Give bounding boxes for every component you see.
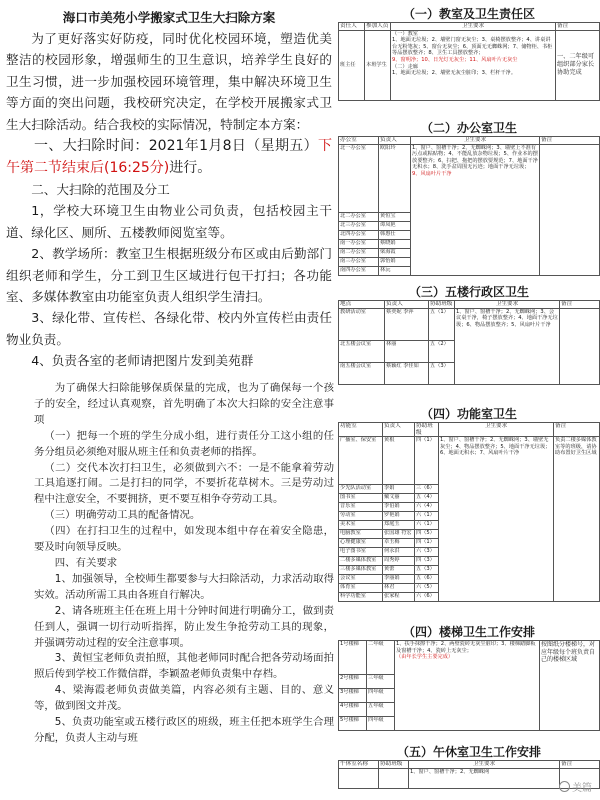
section-2-item-1: 1，学校大环境卫生由物业公司负责，包括校园主干道、绿化区、厕所、五楼教师阅览室等。	[6, 203, 332, 240]
table-cell: 六（3）	[415, 548, 439, 557]
table-header: 地点	[339, 301, 385, 309]
table-cell: 北一办公室	[339, 144, 379, 212]
table-cell: 张国雄 符宏	[383, 530, 415, 539]
req-text: 1、扶手抹擦干净；2、两壁瓷砖无灰尘脏印；3、楼梯踏脚板及窗槽干净；4、瓷砖上无灰尘；	[396, 641, 536, 654]
table-cell: 四（5）	[415, 530, 439, 539]
table-cell: 三（6）	[415, 485, 439, 494]
section-3-item-3: （三）明确劳动工具的配备情况。	[44, 509, 201, 522]
table-header: 备注	[554, 423, 600, 437]
section-3-intro: 为了确保大扫除能够保质保量的完成，也为了确保每一个孩子的安全，经过认真观察，首先明确了本次大扫除的安全注意事项	[34, 382, 334, 426]
table-cell: 谭凤艳	[379, 221, 411, 230]
stairs-section	[338, 624, 600, 731]
table-cell: 北三办公室	[339, 221, 379, 230]
table-cell: 电子图书室	[339, 548, 383, 557]
table-cell: 六（1）	[415, 512, 439, 521]
table-cell: 戴文丽	[383, 494, 415, 503]
table-cell: 李伯娟	[383, 503, 415, 512]
req-text-red: 9、窗明净；10、日光灯无灰尘；11、风扇叶片无灰尘	[392, 56, 518, 63]
section-2-head: 二、大扫除的范围及分工	[31, 182, 170, 198]
table-header: 负责人	[379, 137, 411, 145]
nap-room-table-title: （五）午休室卫生工作安排	[396, 745, 541, 759]
classroom-table	[338, 22, 600, 101]
section-1-time-red: 下午第二节结束后(16:25分)	[6, 138, 332, 177]
table-cell: 1号楼梯	[339, 641, 367, 675]
table-cell: 六（5）	[415, 584, 439, 593]
table-cell: 音乐室	[339, 503, 383, 512]
table-cell: 蔡奕妮 李萍	[385, 308, 429, 340]
table-cell: 郭怡娟	[379, 257, 411, 266]
section-2-item-3: 3、绿化带、宣传栏、各绿化带、校内外宣传栏由责任物业负责。	[6, 310, 332, 347]
table-cell: 少先队活动室	[339, 485, 383, 494]
req-title: （二）走廊	[392, 63, 418, 70]
req-text: 1、地面无垃圾；2、墙壁门窗无灰尘；3、桌椅摆放整齐；4、讲桌讲台无粉笔灰；5、窗台无灰尘；6、顶面无无蜘蛛网；7、储物柜、书柜等品摆放整齐；8、卫生工具摆放整齐；	[392, 37, 553, 57]
table-cell: 林君	[383, 584, 415, 593]
function-room-table-title: （四）功能室卫生	[420, 407, 517, 421]
table-cell: 心理健康室	[339, 539, 383, 548]
table-cell: 林丽	[385, 340, 429, 362]
section-4-item-5: 5、负责功能室或五楼行政区的班级，班主任把本班学生合理分配，负责人主动与班	[34, 716, 334, 744]
table-cell: 体育室	[339, 584, 383, 593]
table-cell: 五（3）	[429, 362, 455, 384]
req-text-red: （由年长学生主要完成）	[396, 654, 454, 661]
req-title: （一）教室	[392, 30, 418, 37]
table-cell: 欧阳玲	[379, 144, 411, 212]
function-room-section	[338, 406, 600, 602]
table-cell: 郑庭玉	[383, 521, 415, 530]
table-header: 卫生要求	[409, 761, 560, 769]
table-cell: 1、窗户、窗槽干净；2、无蜘蛛网；3、会议桌干净，椅子摆放整齐；4、地面干净无垃圾；6、物品摆放整齐；5、风扇叶片干净	[455, 308, 560, 384]
section-4-item-4: 4、梁海霞老师负责做美篇，内容必须有主题、目的、意义等，做到图文并茂。	[34, 684, 334, 713]
admin-table-title: （三）五楼行政区卫生	[408, 285, 529, 299]
section-3-item-4: （四）在打扫卫生的过程中，如发现本组中存在着安全隐患，要及时向领导反映。	[34, 525, 334, 554]
stairs-table	[338, 640, 600, 731]
table-cell	[411, 144, 540, 275]
section-4-item-1: 1、加强领导，全校师生都要参与大扫除活动，力求活动取得实效。活动所需工具由各班自行解决。	[34, 572, 334, 601]
table-cell: 5号楼梯	[339, 717, 367, 731]
table-header: 卫生要求	[391, 23, 556, 31]
table-cell: 教研活动室	[339, 308, 385, 340]
table-cell: 韩惠仕	[379, 230, 411, 239]
table-cell	[395, 641, 540, 731]
table-cell: 负责二楼多媒体教室等的班级，请协助布置好卫生区域	[554, 437, 600, 602]
table-cell: 二年级	[367, 641, 395, 675]
table-cell: 四（3）	[415, 557, 439, 566]
table-cell: 劳动室	[339, 512, 383, 521]
intro-paragraph: 为了更好落实好防疫，同时优化校园环境，塑造优美整洁的校园形象，增强师生的卫生意识，培养学生良好的卫生习惯，进一步加强校园环境管理，集中解决环境卫生等方面的突出问题，我校研究决定，在学校开展搬家式卫生大扫除活动。结合我校的实际情况，特制定本方案：	[6, 31, 332, 132]
table-cell: 本班学生	[365, 30, 391, 100]
table-header: 卫生要求	[411, 137, 540, 145]
table-cell	[379, 768, 409, 788]
table-cell: 五（3）	[415, 566, 439, 575]
table-cell	[339, 768, 379, 788]
table-header: 备注	[560, 301, 600, 309]
table-cell	[540, 144, 600, 275]
function-room-table	[338, 422, 600, 602]
table-cell: 南四办公室	[339, 266, 379, 275]
doc-title: 海口市美苑小学搬家式卫生大扫除方案	[62, 10, 276, 25]
section-1-head: 一、大扫除时间：2021年1月8日（星期五）	[34, 138, 318, 155]
table-cell	[560, 308, 600, 384]
watermark-text: 美篇	[572, 783, 592, 794]
table-cell: 北五楼会议室	[339, 340, 385, 362]
table-cell: 黄恒宝	[379, 212, 411, 221]
meipian-logo-icon	[559, 781, 570, 792]
table-cell: 罗艳娟	[383, 512, 415, 521]
section-2-item-4: 4、负责各室的老师请把图片发到美苑群	[31, 353, 254, 369]
table-header: 协助班级	[379, 761, 409, 769]
table-cell: 李娟	[383, 485, 415, 494]
table-cell: 会议室	[339, 575, 383, 584]
table-header: 卫生要求	[455, 301, 560, 309]
table-cell: 五（2）	[429, 340, 455, 362]
table-cell: 2号楼梯	[339, 675, 367, 689]
req-text: 1、窗户、窗槽干净；2、无蜘蛛网；3、墙壁上不准有污点或粘贴物；4、不能乱放杂物垃圾；5、作业本的摆放要整齐；6、扫把、拖把的摆放要规范；7、地面干净无积水；8、洗手盆周围无污迹；地面干净无垃圾；	[412, 144, 538, 171]
table-cell: 北四办公室	[339, 230, 379, 239]
table-header: 办公室	[339, 137, 379, 145]
table-cell: 四年级	[367, 717, 395, 731]
section-2-item-2: 2、教学场所：教室卫生根据班级分布区或由后勤部门组织老师和学生，分工到卫生区域进行包干打扫；各功能室、多媒体教室由功能室负责人组织学生清扫。	[6, 246, 332, 305]
watermark	[559, 779, 592, 794]
table-header: 备注	[556, 23, 600, 31]
table-cell: 黄蕾	[383, 566, 415, 575]
section-3-item-2: （二）交代本次打扫卫生，必须做到六不：一是不能拿着劳动工具追逐打闹。二是打扫的同学，不要折花草树木。三是劳动过程中注意安全，不要拥挤，更不要互相争夺劳动工具。	[34, 461, 334, 506]
table-header: 卫生要求	[439, 423, 554, 437]
table-header: 参加人员	[365, 23, 391, 31]
section-4-head: 四、有关要求	[54, 556, 118, 569]
table-cell: 1、窗户、窗槽干净；2、无蜘蛛网；3、墙壁无灰尘；4、物品摆放整齐；5、地面干净无垃圾；6、地面无积水；7、风扇叶片干净	[439, 437, 554, 602]
table-header: 协助班级	[429, 301, 455, 309]
table-cell: 六（4）	[415, 503, 439, 512]
right-column	[338, 0, 600, 800]
req-text: 1、地面无垃圾；2、墙壁无灰尘脏印；3、栏杆干净。	[392, 70, 517, 77]
table-cell: 二楼多媒体教室	[339, 557, 383, 566]
table-header: 负责人	[385, 301, 429, 309]
table-cell: 一、二年级可组织部分家长协助完成	[556, 30, 600, 100]
classroom-section	[338, 6, 600, 101]
table-cell: 南三办公室	[339, 257, 379, 266]
table-cell: 广播室、保安室	[339, 437, 383, 485]
section-3-item-1: （一）把每一个班的学生分成小组，进行责任分工这小组的任务分组员必须绝对服从班主任和负责老师的指挥。	[34, 429, 334, 458]
office-section	[338, 120, 600, 276]
table-header: 午休室名称	[339, 761, 379, 769]
table-cell: 3号楼梯	[339, 689, 367, 703]
table-cell: 南五楼会议室	[339, 362, 385, 384]
table-header: 协助班级	[415, 423, 439, 437]
table-cell: 六（1）	[415, 521, 439, 530]
table-cell: 蔡颖红 李佳如	[385, 362, 429, 384]
office-table-title: （二）办公室卫生	[420, 121, 517, 135]
plan-page-1	[6, 8, 332, 380]
table-cell: 三楼多媒体教室	[339, 566, 383, 575]
table-cell: 美术室	[339, 521, 383, 530]
table-cell: 黄根	[383, 437, 415, 485]
stairs-table-title: （四）楼梯卫生工作安排	[402, 625, 535, 639]
admin-section	[338, 284, 600, 385]
table-cell: 南二办公室	[339, 248, 379, 257]
table-cell: 五（6）	[415, 575, 439, 584]
table-cell: 4号楼梯	[339, 703, 367, 717]
table-cell: 科学功能室	[339, 593, 383, 602]
table-cell: 何永洪	[383, 548, 415, 557]
table-cell: 卓玉梅	[383, 539, 415, 548]
table-header: 责任人	[339, 23, 365, 31]
table-cell: 张家程	[383, 593, 415, 602]
table-cell: 五（1）	[429, 308, 455, 340]
table-cell: 按图纸分楼梯号，对应年级每个班负责自己的楼梯区域	[540, 641, 600, 731]
admin-table	[338, 300, 600, 385]
table-cell: 四年级	[367, 689, 395, 703]
section-4-item-3: 3、黄恒宝老师负责拍照，其他老师同时配合把各劳动场面拍照后传到学校工作微信群，李颖盈老师负责集中存档。	[34, 652, 334, 681]
table-cell: 南一办公室	[339, 239, 379, 248]
table-cell: 三年级	[367, 675, 395, 689]
table-cell: 梁海霞	[379, 248, 411, 257]
section-1-tail: 进行。	[169, 160, 212, 177]
req-text-red: 9、风扇叶片干净	[412, 170, 452, 177]
table-cell: 周秀婷	[383, 557, 415, 566]
table-cell: 1、窗户、窗槽干净；2、无蜘蛛网	[409, 768, 560, 788]
table-cell: 北二办公室	[339, 212, 379, 221]
table-header: 功能室	[339, 423, 383, 437]
office-table	[338, 136, 600, 276]
table-cell: 五（4）	[415, 494, 439, 503]
section-1-time	[6, 135, 332, 179]
classroom-table-title: （一）教室及卫生责任区	[402, 7, 535, 21]
table-cell: 四（1）	[415, 539, 439, 548]
table-cell: 六（6）	[415, 593, 439, 602]
table-cell: 电脑教室	[339, 530, 383, 539]
table-cell: 蔡晓娟	[379, 239, 411, 248]
table-cell: 五年级	[367, 703, 395, 717]
table-cell	[391, 30, 556, 100]
table-cell: 林沅	[379, 266, 411, 275]
table-cell: 班主任	[339, 30, 365, 100]
plan-page-2	[34, 381, 334, 800]
table-header: 备注	[560, 761, 600, 769]
table-header: 负责人	[383, 423, 415, 437]
table-header: 备注	[540, 137, 600, 145]
table-cell: 李丽娟	[383, 575, 415, 584]
table-cell: 图书室	[339, 494, 383, 503]
table-cell: 四（1）	[415, 437, 439, 485]
section-4-item-2: 2、请各班班主任在班上用十分钟时间进行明确分工，做到责任到人，强调一切行动听指挥，防止发生争抢劳动工具的现象，并强调劳动过程的安全注意事项。	[34, 604, 334, 649]
